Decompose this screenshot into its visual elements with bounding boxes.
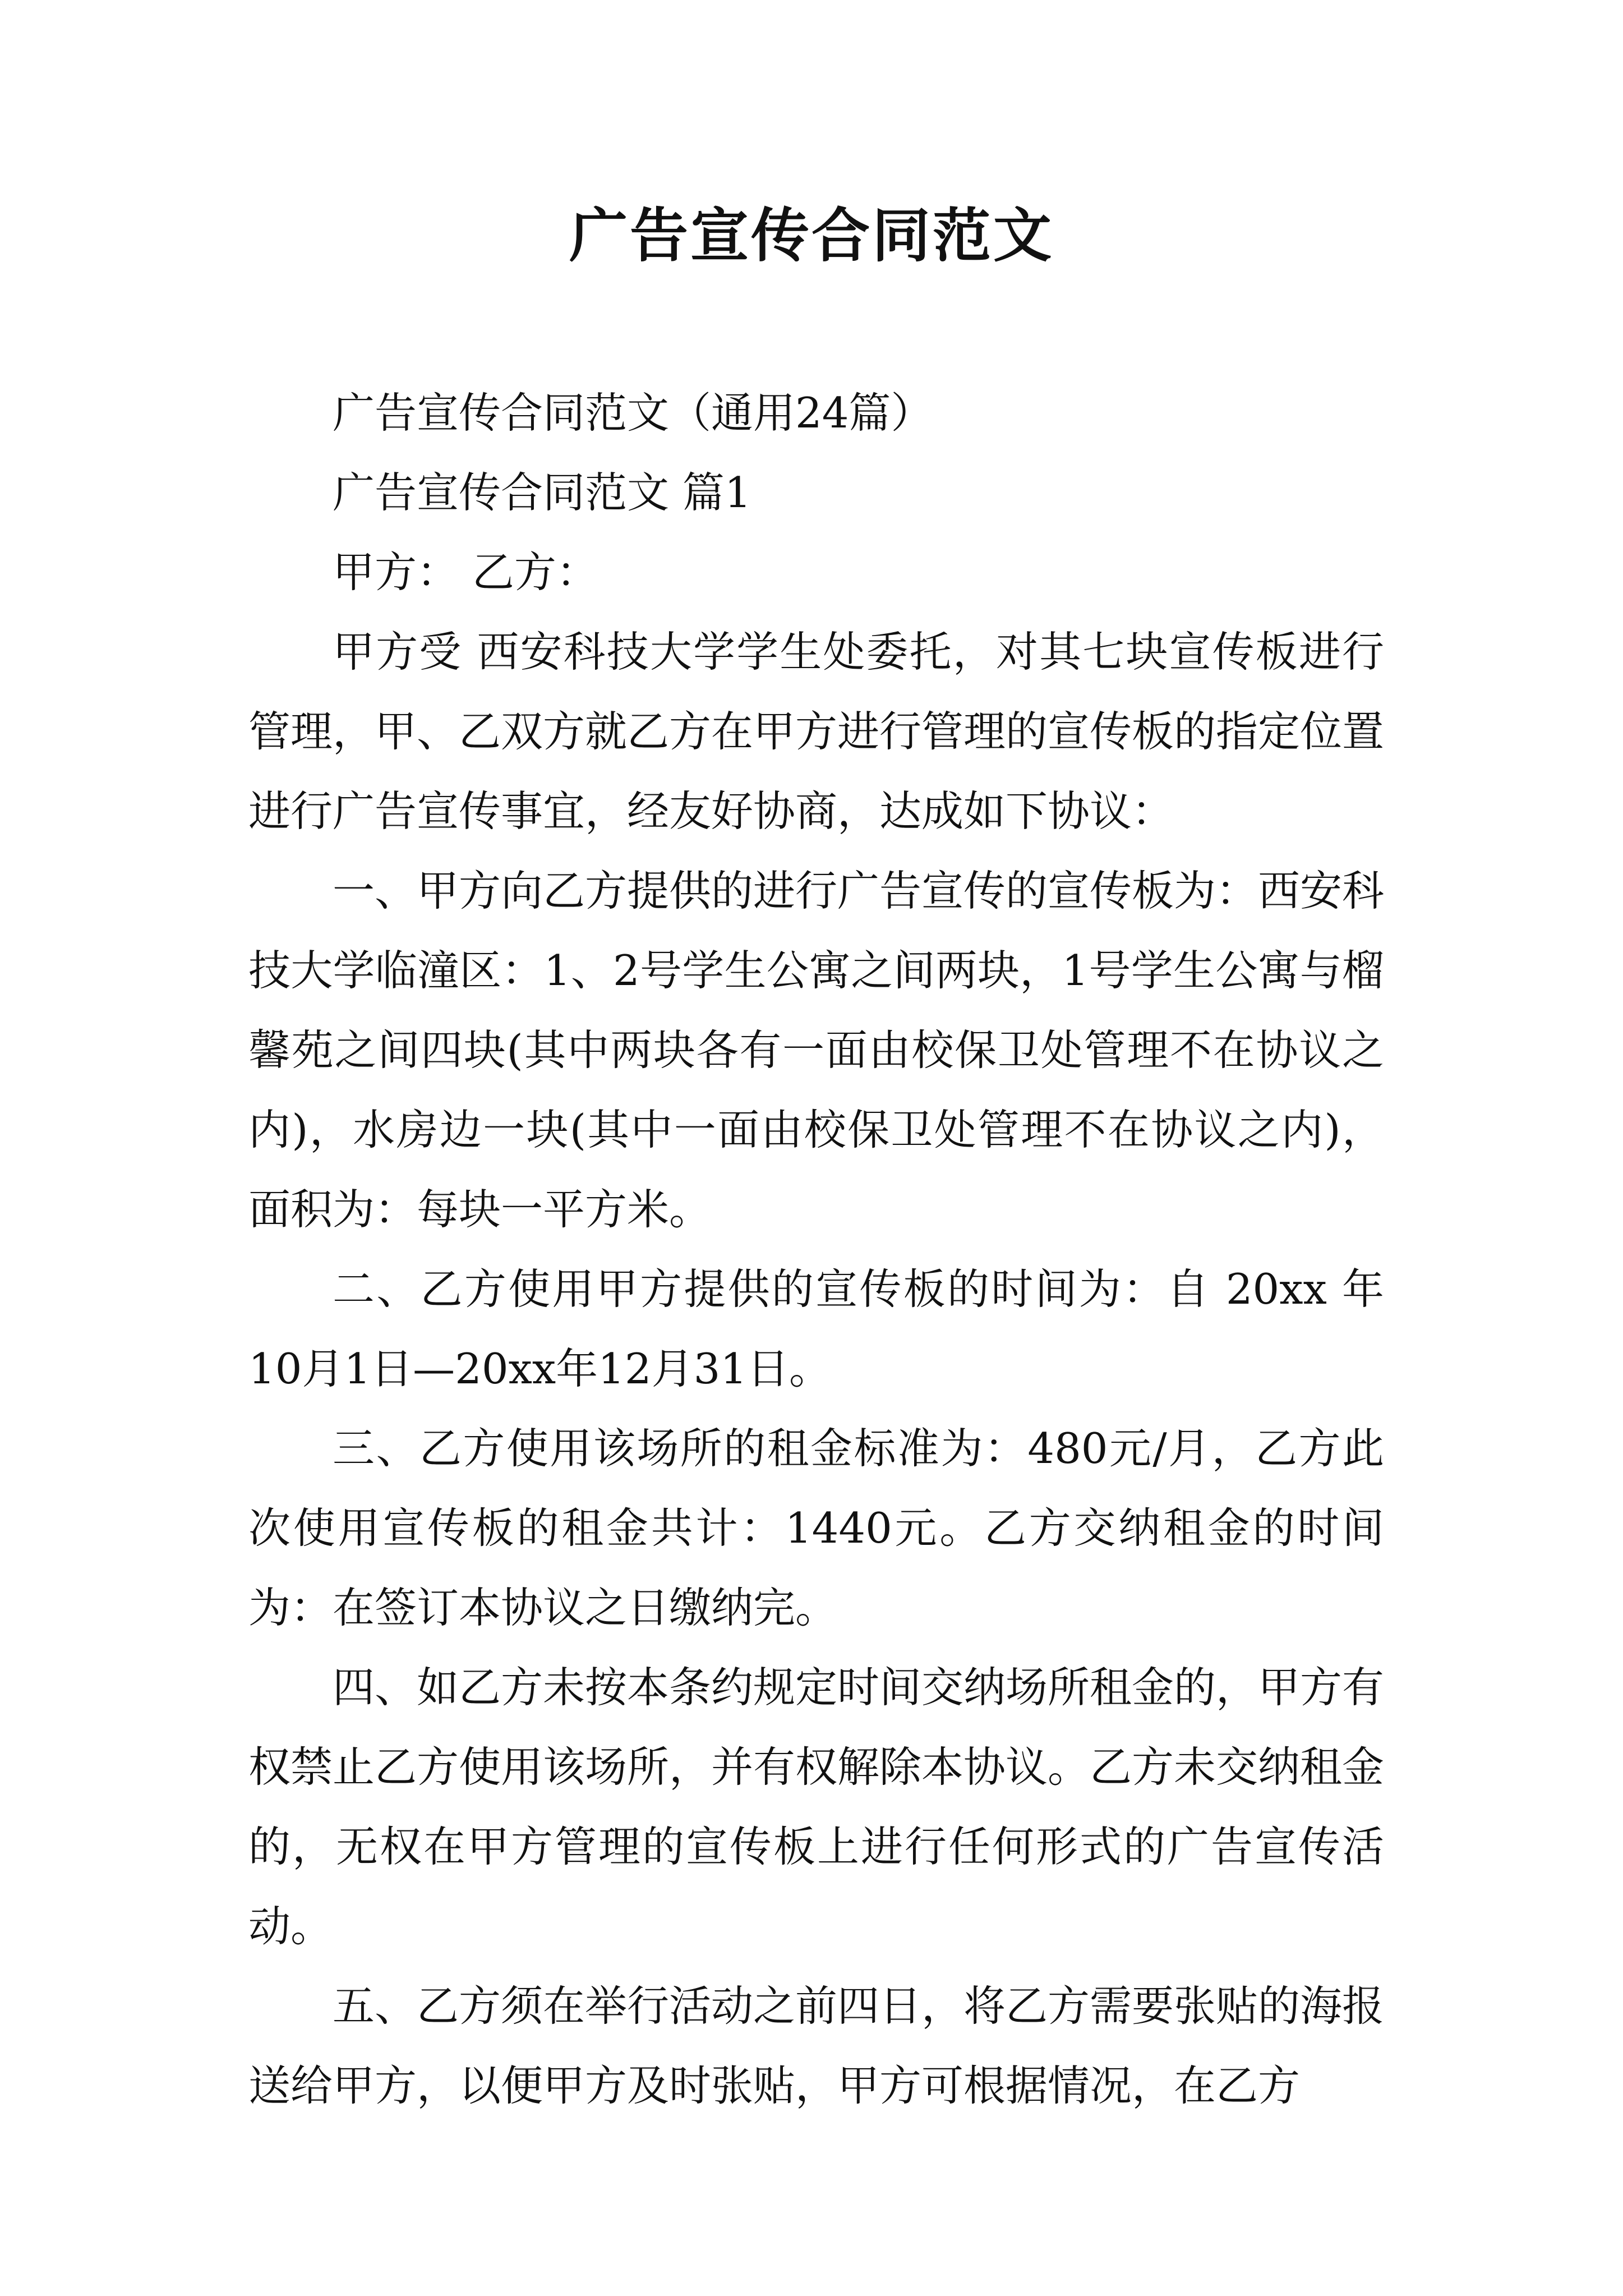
paragraph-intro: 甲方受 西安科技大学学生处委托，对其七块宣传板进行管理，甲、乙双方就乙方在甲方进行管理的宣传板的指定位置进行广告宣传事宜，经友好协商，达成如下协议： xyxy=(248,627,1385,836)
document-title: 广告宣传合同范文 xyxy=(569,201,1054,270)
parties-line: 甲方： 乙方： xyxy=(333,547,598,597)
section-heading: 广告宣传合同范文 篇1 xyxy=(333,468,751,517)
paragraph-clause-3: 三、乙方使用该场所的租金标准为：480元/月，乙方此次使用宣传板的租金共计：1440元。乙方交纳租金的时间为：在签订本协议之日缴纳完。 xyxy=(248,1424,1384,1632)
paragraph-clause-5: 五、乙方须在举行活动之前四日，将乙方需要张贴的海报送给甲方，以便甲方及时张贴，甲方可根据情况，在乙方 xyxy=(248,1981,1385,2110)
paragraph-clause-2: 二、乙方使用甲方提供的宣传板的时间为：自 20xx 年10月1日—20xx年12月31日。 xyxy=(248,1264,1384,1393)
paragraph-clause-4: 四、如乙方未按本条约规定时间交纳场所租金的，甲方有权禁止乙方使用该场所，并有权解除本协议。乙方未交纳租金的，无权在甲方管理的宣传板上进行任何形式的广告宣传活动。 xyxy=(248,1663,1385,1951)
paragraph-clause-1: 一、甲方向乙方提供的进行广告宣传的宣传板为：西安科技大学临潼区：1、2号学生公寓之间两块，1号学生公寓与榴馨苑之间四块(其中两块各有一面由校保卫处管理不在协议之内)，水房边一块(其中一面由校保卫处管理不在协议之内)，面积为：每块一平方米。 xyxy=(248,866,1385,1234)
document-body xyxy=(248,373,1384,2125)
document-subtitle: 广告宣传合同范文（通用24篇） xyxy=(333,388,933,438)
